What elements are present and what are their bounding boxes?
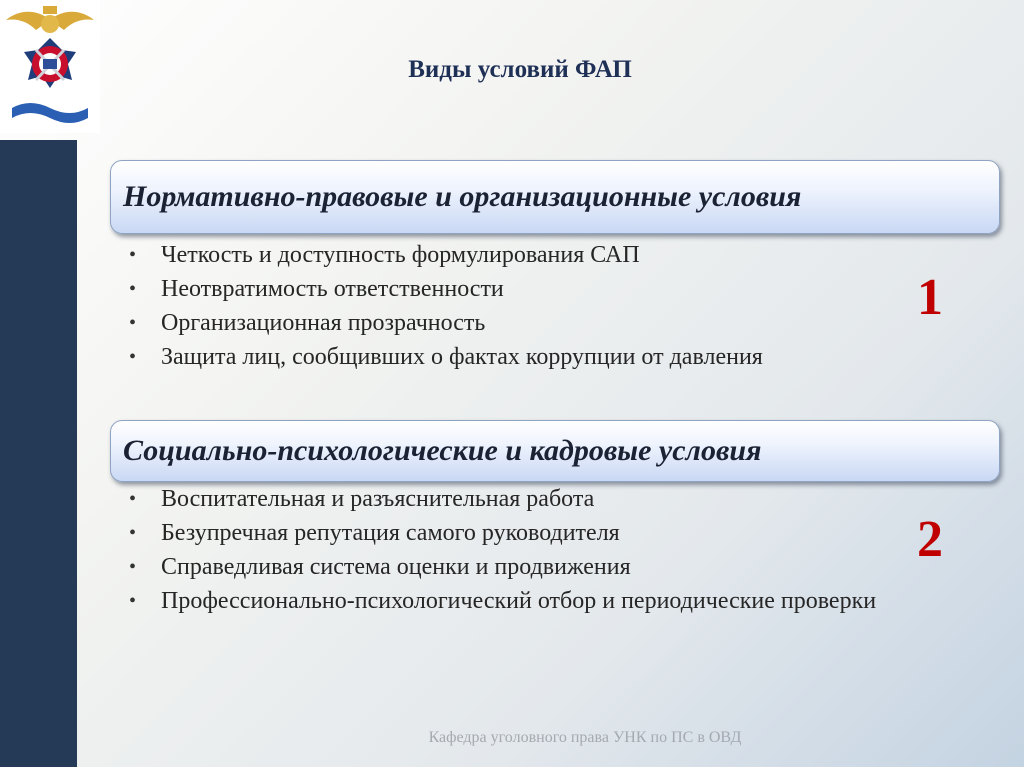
police-emblem-icon bbox=[0, 0, 100, 133]
bullet-icon: • bbox=[129, 488, 137, 510]
section-2-list bbox=[125, 482, 925, 618]
section-1-number: 1 bbox=[917, 269, 943, 326]
list-item: • Воспитательная и разъяснительная работа bbox=[125, 482, 925, 516]
list-item: • Профессионально-психологический отбор и периодические проверки bbox=[125, 584, 921, 618]
section-2-heading: Социально-психологические и кадровые условия bbox=[123, 434, 762, 467]
section-1-banner bbox=[110, 160, 1000, 234]
section-2-banner bbox=[110, 420, 1000, 482]
bullet-icon: • bbox=[129, 244, 137, 266]
section-1-heading: Нормативно-правовые и организационные условия bbox=[123, 180, 802, 213]
bullet-icon: • bbox=[129, 346, 137, 368]
bullet-icon: • bbox=[129, 278, 137, 300]
emblem-logo bbox=[0, 0, 100, 133]
bullet-icon: • bbox=[129, 312, 137, 334]
section-2-number: 2 bbox=[917, 511, 943, 568]
footer-text: Кафедра уголовного права УНК по ПС в ОВД bbox=[428, 729, 742, 746]
list-item: • Организационная прозрачность bbox=[125, 306, 925, 340]
list-item: • Защита лиц, сообщивших о фактах коррупции от давления bbox=[125, 340, 925, 374]
list-item: • Неотвратимость ответственности bbox=[125, 272, 925, 306]
bullet-icon: • bbox=[129, 556, 137, 578]
list-item: • Четкость и доступность формулирования САП bbox=[125, 238, 925, 272]
bullet-icon: • bbox=[129, 522, 137, 544]
list-item: • Безупречная репутация самого руководителя bbox=[125, 516, 925, 550]
list-item: • Справедливая система оценки и продвижения bbox=[125, 550, 925, 584]
slide-title: Виды условий ФАП bbox=[408, 56, 632, 83]
section-1-list bbox=[125, 238, 925, 374]
bullet-icon: • bbox=[129, 590, 137, 612]
sidebar-bar bbox=[0, 140, 77, 767]
